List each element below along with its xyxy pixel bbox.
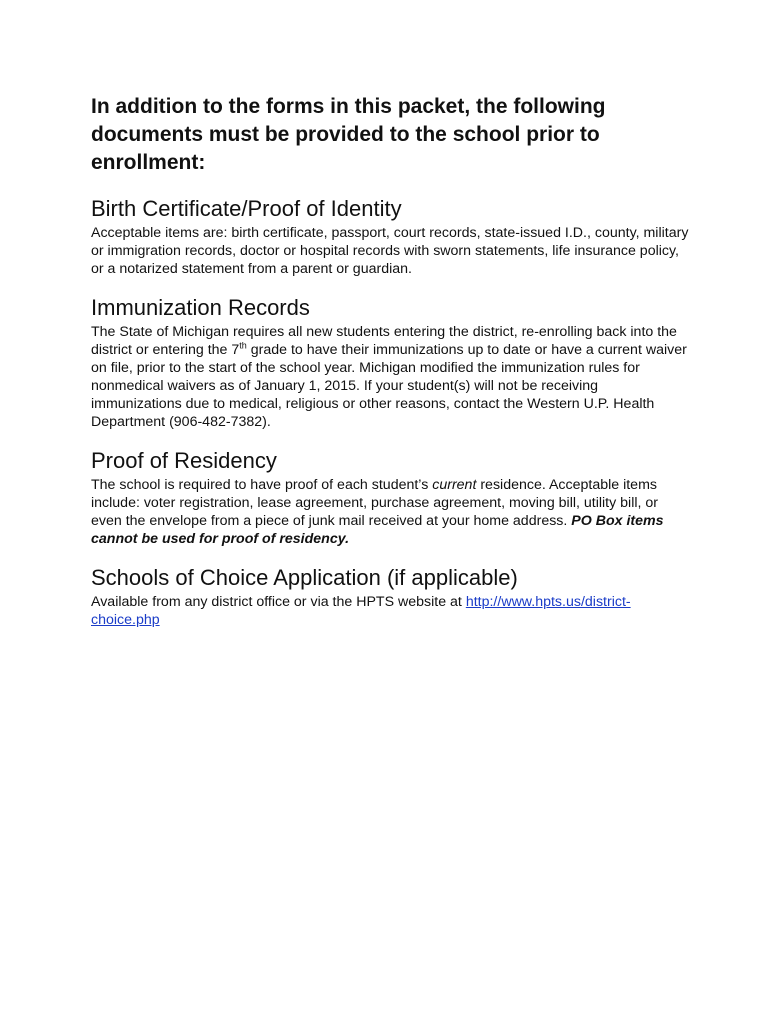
- document-page: [91, 93, 691, 647]
- emphasis-current: current: [432, 477, 477, 493]
- body-text: grade to have their immunizations up to date or have a current waiver on file, prior to the start of the school year. Michigan modified the immunization rules for nonmedical waivers as of January 1, 2015. If your student(s) will not be receiving immunizations due to medical, religious or other reasons, contact the Western U.P. Health Department (906-482-7382).: [91, 342, 687, 430]
- body-text: Available from any district office or via the HPTS website at: [91, 594, 466, 610]
- body-text: The school is required to have proof of each student’s: [91, 477, 433, 493]
- section-heading: Immunization Records: [91, 295, 310, 320]
- section-body: [91, 593, 691, 629]
- section-schools-of-choice: [91, 566, 691, 629]
- section-body: Acceptable items are: birth certificate, passport, court records, state-issued I.D., county, military or immigration records, doctor or hospital records with sworn statements, life insurance policy, or a notarized statement from a parent or guardian.: [91, 225, 689, 277]
- body-text: The State of Michigan requires all new students entering the district, re-enrolling back into the district or entering the 7: [91, 324, 677, 358]
- po-box-note: PO Box items cannot be used for proof of residency.: [91, 513, 664, 547]
- section-body: [91, 323, 691, 431]
- intro-heading: In addition to the forms in this packet, the following documents must be provided to the school prior to enrollment:: [91, 95, 606, 174]
- section-birth-certificate: [91, 197, 691, 278]
- section-heading: Proof of Residency: [91, 448, 277, 473]
- section-heading: Schools of Choice Application (if applicable): [91, 565, 518, 590]
- ordinal-superscript: th: [239, 340, 247, 351]
- hpts-website-link[interactable]: http://www.hpts.us/district-choice.php: [91, 594, 631, 628]
- section-immunization-records: [91, 296, 691, 431]
- section-body: [91, 476, 691, 548]
- section-proof-of-residency: [91, 449, 691, 548]
- body-text: residence. Acceptable items include: voter registration, lease agreement, purchase agreement, moving bill, utility bill, or even the envelope from a piece of junk mail received at your home address.: [91, 477, 658, 529]
- section-heading: Birth Certificate/Proof of Identity: [91, 196, 402, 221]
